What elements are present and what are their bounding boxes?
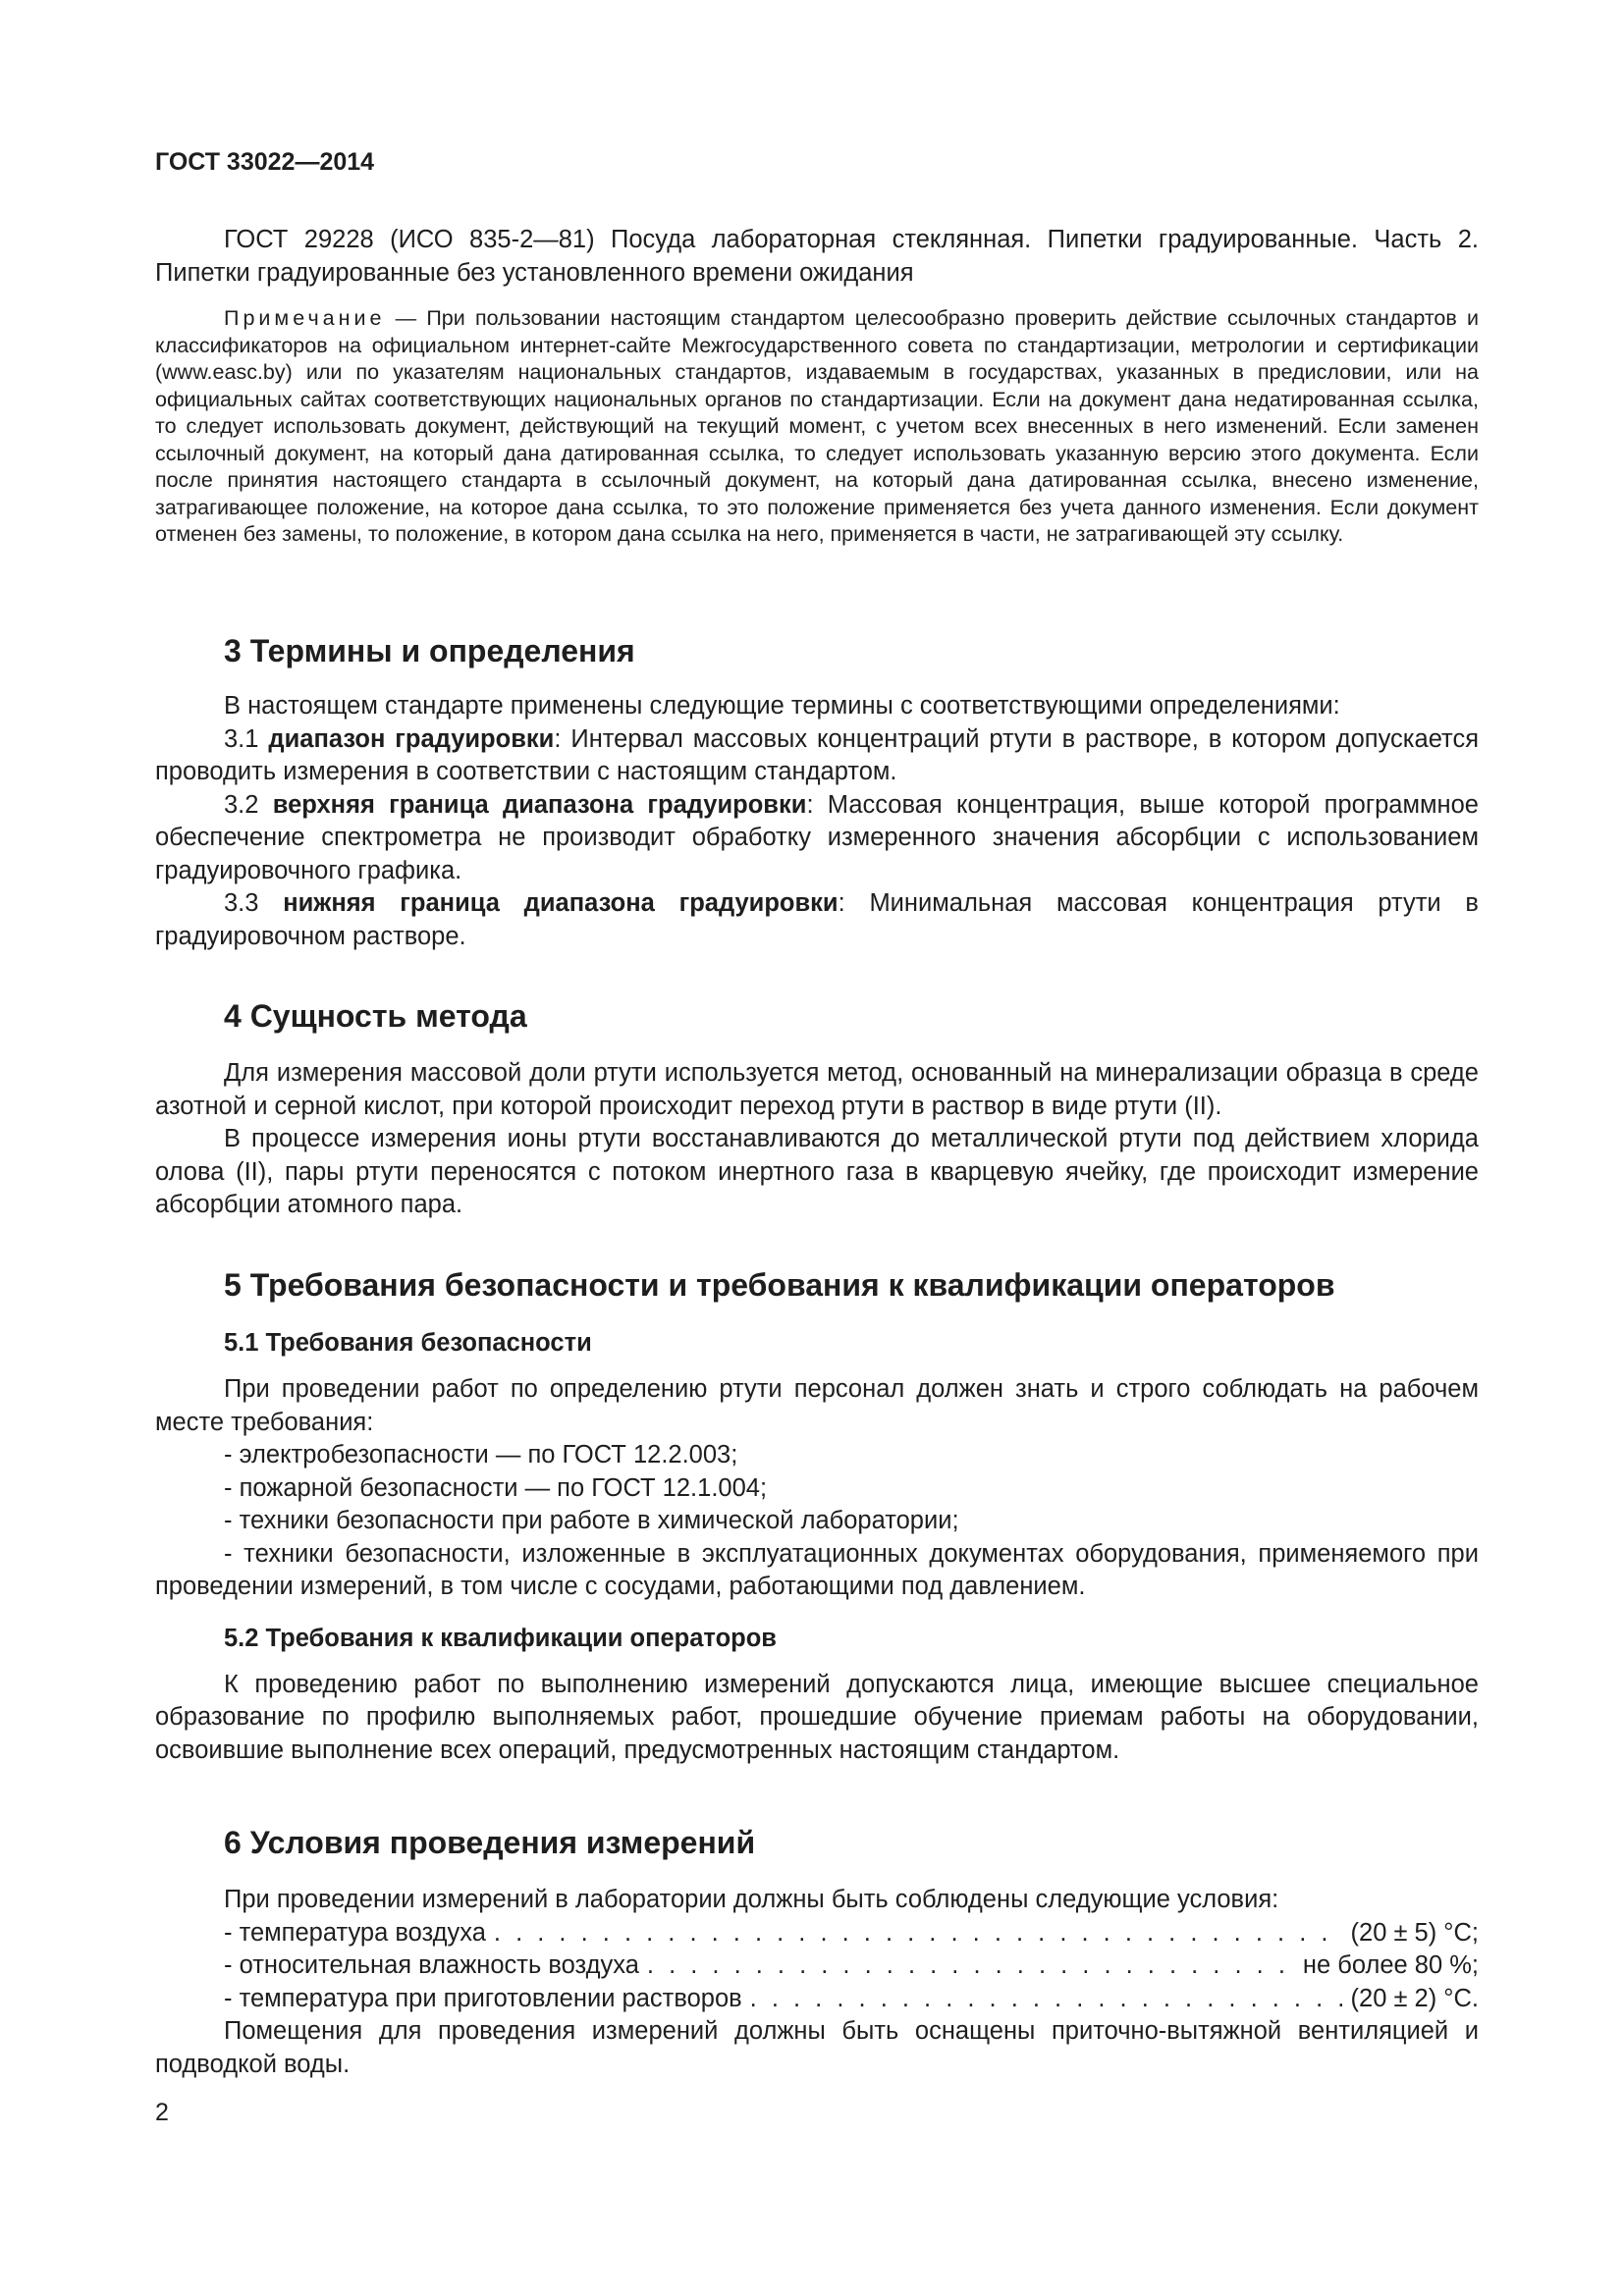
condition-label: - температура при приготовлении растворов: [224, 1984, 742, 2012]
note-dash: —: [385, 306, 427, 330]
note-text: [155, 305, 1479, 549]
section-6-intro: При проведении измерений в лаборатории должны быть соблюдены следующие условия:: [224, 1886, 1279, 1913]
section-4: [155, 996, 1479, 1222]
section-6-title: 6 Условия проведения измерений: [224, 1825, 756, 1860]
section-5-2-paragraph: К проведению работ по выполнению измерений допускаются лица, имеющие высшее специальное образование по профилю выполняемых работ, прошедшие обучение приемам работы на оборудовании, освоившие выполнение всех операций, предусмотренных настоящим стандартом.: [155, 1670, 1479, 1764]
condition-value: (20 ± 5) °C;: [1350, 1918, 1479, 1947]
subsection-5-1-title: 5.1 Требования безопасности: [224, 1329, 592, 1357]
leader-dots: [647, 1949, 1295, 1983]
term-number: 3.1: [224, 724, 259, 753]
term-number: 3.2: [224, 790, 259, 819]
leader-dots: [494, 1917, 1343, 1950]
section-3-intro: В настоящем стандарте применены следующие термины с соответствующими определениями:: [224, 692, 1340, 720]
page-number: 2: [155, 2099, 169, 2126]
section-5: [155, 1265, 1479, 1767]
list-item: - техники безопасности при работе в химической лаборатории;: [224, 1507, 959, 1534]
section-3-title: 3 Термины и определения: [224, 633, 635, 668]
section-3: [155, 631, 1479, 953]
condition-label: - температура воздуха: [224, 1918, 486, 1947]
term-definition: : Интервал массовых концентраций ртути в растворе, в котором допускается проводить измерения в соответствии с настоящим стандартом.: [155, 724, 1479, 785]
term-name: нижняя граница диапазона градуировки: [283, 889, 839, 917]
term-name: верхняя граница диапазона градуировки: [272, 790, 807, 819]
term-definition: : Минимальная массовая концентрация ртути в градуировочном растворе.: [155, 889, 1479, 950]
subsection-5-2-title: 5.2 Требования к квалификации операторов: [224, 1624, 777, 1652]
condition-row: [155, 1917, 1479, 1950]
list-item: - пожарной безопасности — по ГОСТ 12.1.004;: [224, 1473, 768, 1502]
list-item: - техники безопасности, изложенные в эксплуатационных документах оборудования, применяемого при проведении измерений, в том числе с сосудами, работающими под давлением.: [155, 1539, 1479, 1600]
note-block: [155, 305, 1479, 549]
condition-value: не более 80 %;: [1302, 1951, 1479, 1979]
note-label: Примечание: [224, 306, 386, 330]
term-3-3: [155, 887, 1479, 953]
term-number: 3.3: [224, 889, 259, 917]
section-6: [155, 1823, 1479, 2081]
term-definition: : Массовая концентрация, выше которой программное обеспечение спектрометра не производит обработку измеренного значения абсорбции с использованием градуировочного графика.: [155, 790, 1479, 884]
section-4-title: 4 Сущность метода: [224, 998, 527, 1034]
section-4-paragraph-2: В процессе измерения ионы ртути восстанавливаются до металлической ртути под действием хлорида олова (II), пары ртути переносятся с потоком инертного газа в кварцевую ячейку, где происходит измерение абсорбции атомного пара.: [155, 1125, 1479, 1218]
note-body: При пользовании настоящим стандартом целесообразно проверить действие ссылочных стандартов и классификаторов на официальном интернет-сайте Межгосударственного совета по стандартизации, метрологии и сертификации (www.easc.by) или по указателям национальных стандартов, издаваемым в государствах, указанных в предисловии, или на официальных сайтах соответствующих национальных органов по стандартизации. Если на документ дана недатированная ссылка, то следует использовать документ, действующий на текущий момент, с учетом всех внесенных в него изменений. Если заменен ссылочный документ, на который дана датированная ссылка, то следует использовать указанную версию этого документа. Если после принятия настоящего стандарта в ссылочный документ, на который дана датированная ссылка, внесено изменение, затрагивающее положение, на которое дана ссылка, то это положение применяется без учета данного изменения. Если документ отменен без замены, то положение, в котором дана ссылка на него, применяется в части, не затрагивающей эту ссылку.: [155, 306, 1479, 546]
condition-value: (20 ± 2) °C.: [1350, 1984, 1479, 2012]
section-4-paragraph-1: Для измерения массовой доли ртути используется метод, основанный на минерализации образца в среде азотной и серной кислот, при которой происходит переход ртути в раствор в виде ртути (II).: [155, 1059, 1479, 1120]
condition-row: [155, 1949, 1479, 1983]
term-name: диапазон градуировки: [268, 724, 555, 753]
leader-dots: [750, 1983, 1343, 2016]
condition-label: - относительная влажность воздуха: [224, 1951, 639, 1979]
list-item: - электробезопасности — по ГОСТ 12.2.003;: [224, 1441, 738, 1468]
section-5-1-paragraph: При проведении работ по определению ртути персонал должен знать и строго соблюдать на рабочем месте требования:: [155, 1375, 1479, 1436]
section-5-title: 5 Требования безопасности и требования к квалификации операторов: [224, 1267, 1335, 1303]
document-header: ГОСТ 33022—2014: [155, 148, 375, 176]
reference-item: [155, 224, 1479, 290]
section-6-paragraph-2: Помещения для проведения измерений должны быть оснащены приточно-вытяжной вентиляцией и подводкой воды.: [155, 2017, 1479, 2078]
term-3-2: [155, 789, 1479, 888]
condition-row: [155, 1983, 1479, 2016]
term-3-1: [155, 723, 1479, 789]
reference-text: ГОСТ 29228 (ИСО 835-2—81) Посуда лабораторная стеклянная. Пипетки градуированные. Часть 2. Пипетки градуированные без установленного времени ожидания: [155, 226, 1479, 287]
